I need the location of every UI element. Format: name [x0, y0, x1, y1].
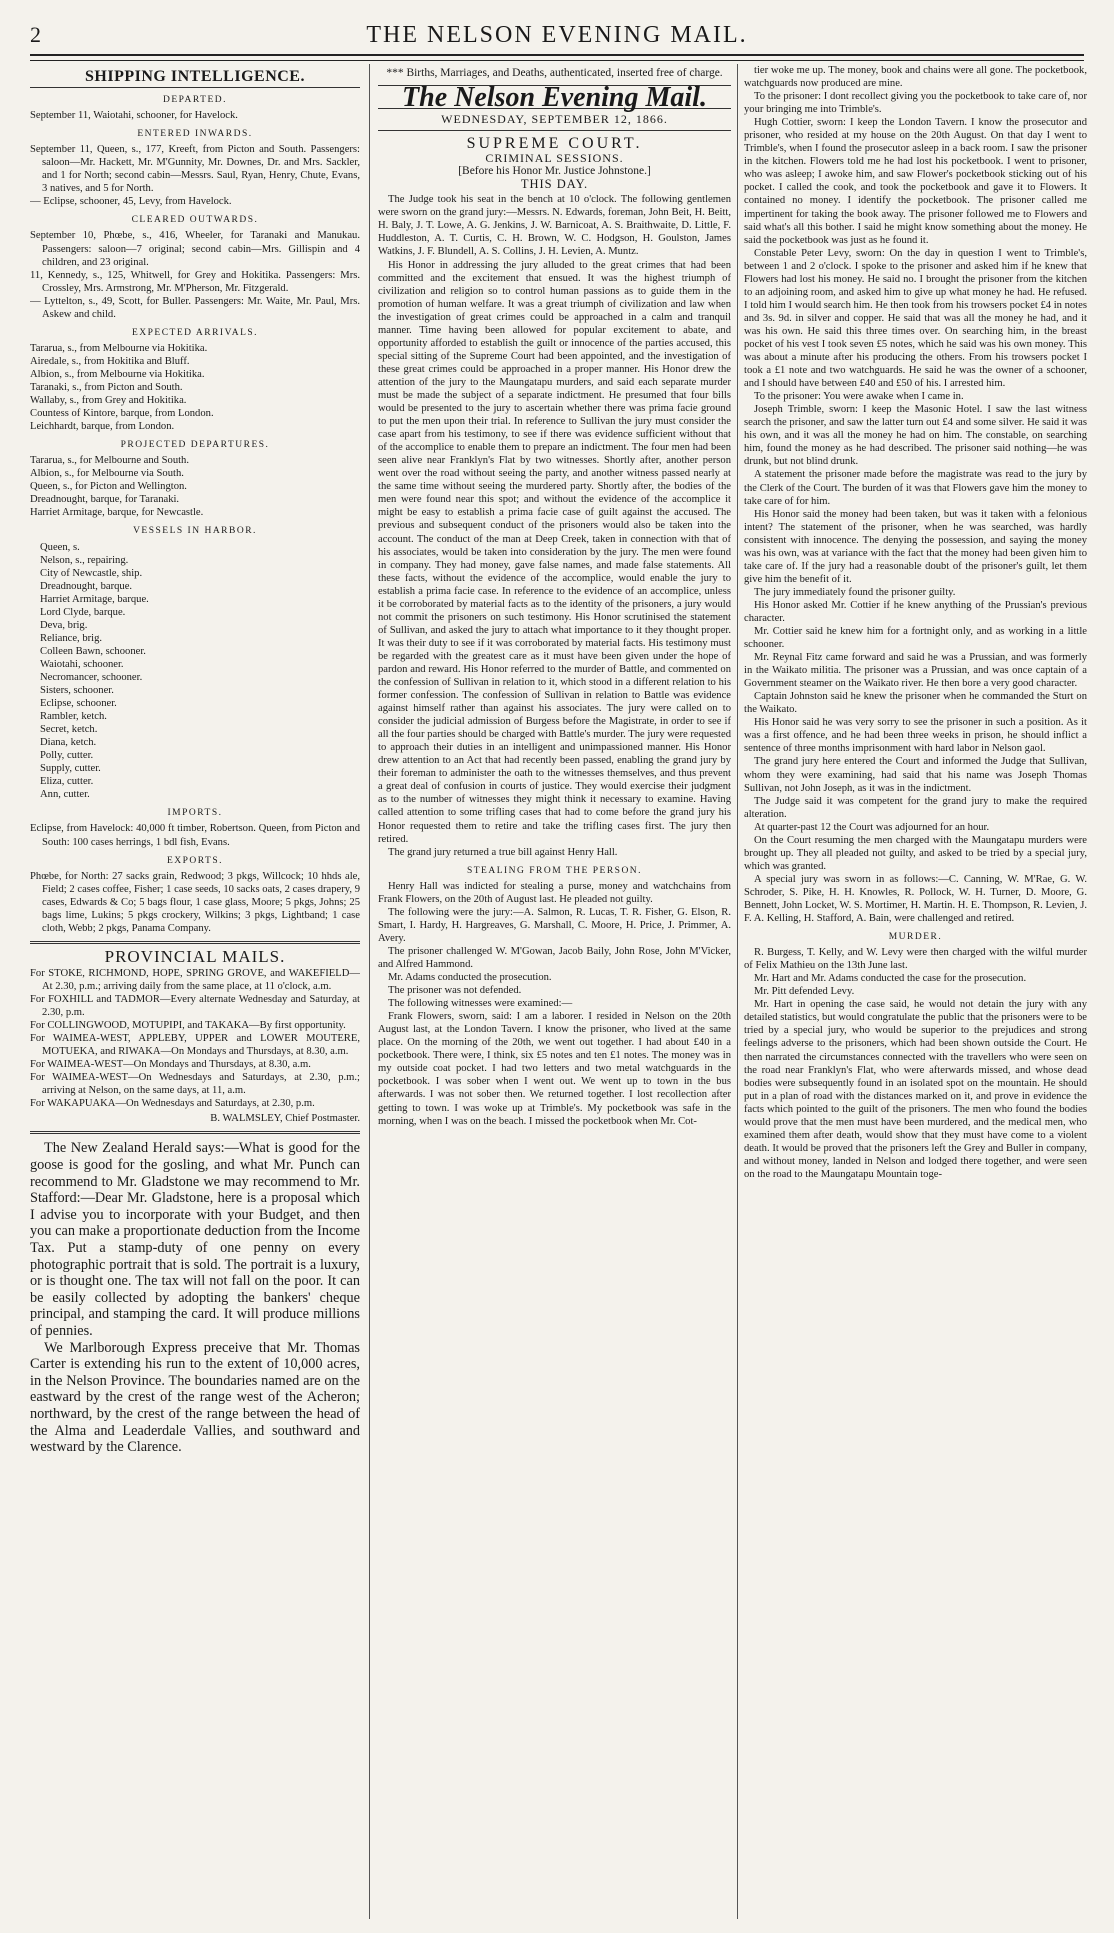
column-divider	[369, 64, 370, 1919]
list-item: Tararua, s., for Melbourne and South.	[30, 455, 190, 467]
paragraph: tier woke me up. The money, book and chains were all gone. The pocketbook, watchguards now produced are mine.	[744, 65, 1087, 90]
list-item: Wallaby, s., from Grey and Hokitika.	[30, 395, 187, 407]
paragraph: Henry Hall was indicted for stealing a purse, money and watchchains from Frank Flowers, on the 20th of August last. He pleaded not guilty.	[378, 880, 731, 905]
page-number: 2	[30, 22, 41, 47]
list-item: For WAIMEA-WEST, APPLEBY, UPPER and LOWER MOUTERE, MOTUEKA, and RIWAKA—On Mondays and Thursdays, at 8.30, a.m.	[30, 1033, 360, 1058]
paragraph: The Judge took his seat in the bench at 10 o'clock. The following gentlemen were sworn on the grand jury:—Messrs. N. Edwards, foreman, John Beit, H. Beitt, H. Baly, J. T. Lowe, A. G. Jenkins, J. W. Barnicoat, A. S. Braithwaite, D. Little, F. Huddleston, A. T. Curtis, C. H. Brown, W. C. Hodgson, H. Goulston, James Watkins, J. F. Blundell, A. S. Collins, J. H. Levien, A. Muntz.	[378, 194, 731, 258]
list-item: Taranaki, s., from Picton and South.	[30, 381, 183, 393]
departed-entry: September 11, Waiotahi, schooner, for Havelock.	[30, 110, 238, 122]
entered-entry: — Eclipse, schooner, 45, Levy, from Havelock.	[30, 196, 232, 208]
exports-heading: EXPORTS.	[166, 855, 224, 866]
mails-heading: PROVINCIAL MAILS.	[104, 946, 286, 966]
list-item: For COLLINGWOOD, MOTUPIPI, and TAKAKA—By first opportunity.	[30, 1020, 346, 1032]
list-item: Rambler, ketch.	[40, 711, 107, 723]
paragraph: The jury immediately found the prisoner guilty.	[754, 586, 956, 598]
imports-heading: IMPORTS.	[167, 808, 223, 819]
column-divider	[737, 64, 738, 1919]
stealing-heading: STEALING FROM THE PERSON.	[466, 865, 643, 876]
paper-nameplate: The Nelson Evening Mail.	[402, 82, 707, 113]
list-item: For WAKAPUAKA—On Wednesdays and Saturdays, at 2.30, p.m.	[30, 1098, 315, 1110]
list-item: For STOKE, RICHMOND, HOPE, SPRING GROVE, and WAKEFIELD—At 2.30, p.m.; arriving daily from the same place, at 11 o'clock, a.m.	[30, 967, 360, 992]
list-item: For WAIMEA-WEST—On Mondays and Thursdays, at 8.30, a.m.	[30, 1059, 311, 1071]
sessions-heading: CRIMINAL SESSIONS.	[485, 151, 624, 166]
paragraph: Constable Peter Levy, sworn: On the day in question I went to Trimble's, between 1 and 2 o'clock. I spoke to the prisoner and asked him if he knew that Flowers had lost his money. He said no. I brought the prisoner from the kitchen to an adjoining room, and asked him to give up what money he had. He refused. I told him I would search him. He then took from his trowsers pocket £4 in notes and 3s. 9d. in silver and copper. He said that was all the money he had, and it was his own. He said this three times over. On searching him, in the breast pocket of his vest I took seven £5 notes, which he said was his own money. This was about a minute after his producing the others. From his trowsers pocket I took a £1 note and two watchguards. He said he was the owner of a schooner, and I should have between £40 and £50 of his. I arrested him.	[744, 247, 1087, 390]
list-item: Colleen Bawn, schooner.	[40, 645, 146, 657]
list-item: Supply, cutter.	[40, 763, 101, 775]
paragraph: Mr. Reynal Fitz came forward and said he was a Prussian, and was formerly in the Waikato militia. The prisoner was a Prussian, and was once captain of a Government steamer on the Waikato river. He then bore a very good character.	[744, 652, 1087, 690]
paragraph: At quarter-past 12 the Court was adjourned for an hour.	[754, 821, 990, 833]
cleared-heading: CLEARED OUTWARDS.	[131, 215, 259, 226]
section-divider	[30, 941, 360, 944]
list-item: Tararua, s., from Melbourne via Hokitika.	[30, 342, 208, 354]
paragraph: The prisoner was not defended.	[388, 985, 522, 997]
paragraph: Mr. Hart and Mr. Adams conducted the case for the prosecution.	[754, 973, 1027, 985]
list-item: Ann, cutter.	[40, 789, 90, 801]
list-item: For WAIMEA-WEST—On Wednesdays and Saturdays, at 2.30, p.m.; arriving at Nelson, on the same days, at 11, a.m.	[30, 1072, 360, 1097]
list-item: Diana, ketch.	[40, 737, 97, 749]
list-item: Dreadnought, barque.	[40, 580, 133, 592]
paragraph: The following were the jury:—A. Salmon, R. Lucas, T. R. Fisher, G. Elson, R. Smart, I. Hardy, H. Hargreaves, G. Marshall, C. Moore, H. Price, J. Primmer, A. Avery.	[378, 906, 731, 944]
court-heading: SUPREME COURT.	[466, 135, 643, 153]
list-item: Dreadnought, barque, for Taranaki.	[30, 494, 180, 506]
section-divider	[30, 1131, 360, 1134]
entered-entry: September 11, Queen, s., 177, Kreeft, from Picton and South. Passengers: saloon—Mr. Hackett, Mr. M'Gunnity, Mr. Downes, Dr. and Mrs. Sackler, and 1 for North; second cabin—Messrs. Saul, Ryan, Henry, Chute, Evans, 3 natives, and 5 for North.	[30, 144, 360, 195]
column-2	[378, 64, 731, 1919]
projected-list	[30, 454, 360, 519]
paragraph: R. Burgess, T. Kelly, and W. Levy were then charged with the wilful murder of Felix Mathieu on the 13th June last.	[744, 947, 1087, 972]
list-item: Nelson, s., repairing.	[40, 554, 129, 566]
expected-list	[30, 342, 360, 433]
paragraph: To the prisoner: You were awake when I came in.	[754, 391, 964, 403]
list-item: City of Newcastle, ship.	[40, 567, 143, 579]
paragraph: Mr. Adams conducted the prosecution.	[388, 972, 552, 984]
list-item: Albion, s., for Melbourne via South.	[30, 468, 184, 480]
list-item: Necromancer, schooner.	[40, 671, 143, 683]
cleared-entry: — Lyttelton, s., 49, Scott, for Buller. Passengers: Mr. Waite, Mr. Paul, Mrs. Askew and child.	[30, 295, 360, 320]
paragraph: Mr. Hart in opening the case said, he would not detain the jury with any detailed statistics, but would congratulate the public that the prisoners were to be tried by a special jury, who would be superior to the prejudices and strong feelings adverse to the prisoners, which had been shown outside the Court. He then narrated the circumstances connected with the travellers who were seen on the road near Franklyn's Flat, who were afterwards missed, and whose dead bodies were subsequently found in an isolated spot on the mountain. He should put in a plan of road with the distances marked on it, and prove in evidence the facts which pointed to the guilt of the prisoners. The men who found the bodies would prove that the men must have been murdered, and the medical men, who examined them after death, would show that they must have come to a violent death. It would be proved that the prisoners left the Grey and Buller in company, and without money, landed in Nelson and lodged there together, and were seen on the road to the Maungatapu Mountain toge-	[744, 999, 1087, 1180]
paragraph: We Marlborough Express preceive that Mr. Thomas Carter is extending his run to the extent of 10,000 acres, in the Nelson Province. The boundaries named are on the eastward by the crest of the range west of the Acheron; northward, by the crest of the range between the head of the Alma and Leaderdale Vallies, and southward and westward by the Clarence.	[30, 1339, 360, 1456]
list-item: Sisters, schooner.	[40, 685, 114, 697]
vessels-heading: VESSELS IN HARBOR.	[133, 526, 257, 537]
exports-text: Phœbe, for North: 27 sacks grain, Redwood; 3 pkgs, Willcock; 10 hhds ale, Field; 2 cases coffee, Fisher; 1 case seeds, 10 sacks oats, 2 cases drapery, 9 cases, Edwards & Co; 5 bags flour, 1 case glass, Moore; 5 pkgs, Johns; 25 bags lime, Lukins; 5 pkgs crockery, Wilkins; 3 pkgs, Lightband; 1 case cloth, Webb; 2 pkgs, Panama Company.	[30, 870, 360, 934]
list-item: Harriet Armitage, barque.	[40, 593, 149, 605]
testimony-paragraphs	[744, 64, 1087, 925]
list-item: Harriet Armitage, barque, for Newcastle.	[30, 507, 204, 519]
cleared-entry: 11, Kennedy, s., 125, Whitwell, for Grey and Hokitika. Passengers: Mrs. Crossley, Mrs. Armstrong, Mr. M'Pherson, Mr. Fitzgerald.	[30, 269, 360, 294]
paragraph: A special jury was sworn in as follows:—C. Canning, W. M'Rae, G. W. Schroder, S. Pike, H. H. Knowles, R. Pollock, W. H. Turner, D. Moore, G. Bennett, John Locket, W. S. Mortimer, H. Martin. H. E. Thompson, R. Levien, J. F. A. Kelling, H. Stafford, A. Bain, were challenged and retired.	[744, 873, 1087, 925]
this-day-heading: THIS DAY.	[520, 177, 589, 192]
murder-paragraphs	[744, 946, 1087, 1181]
paragraph: The prisoner challenged W. M'Gowan, Jacob Baily, John Rose, John M'Vicker, and Alfred Hammond.	[378, 945, 731, 970]
list-item: Countess of Kintore, barque, from London.	[30, 408, 214, 420]
paragraph: His Honor asked Mr. Cottier if he knew anything of the Prussian's previous character.	[744, 599, 1087, 624]
list-item: Queen, s.	[40, 541, 80, 553]
issue-date: WEDNESDAY, SEPTEMBER 12, 1866.	[378, 108, 731, 131]
paragraph: Hugh Cottier, sworn: I keep the London Tavern. I know the prosecutor and prisoner, who resided at my house on the 20th August. On that day I went to Trimble's, when I found the prosecutor asleep in a back room. I saw the prisoner in the kitchen. Flowers told me he had lost his pocketbook. I went to prisoner, who was asleep; I awoke him, and saw Flower's pocketbook sticking out of his pocket. I called the cook, and took the pocketbook and gave it to Flowers. It contained no money. I identify the pocketbook. The prisoner called me impertinent for taking the book away. The prisoner followed me to Flowers and said what's all this bother. I said he might know something about the money. He said the pocketbook was just as he found it.	[744, 117, 1087, 246]
list-item: Reliance, brig.	[40, 632, 103, 644]
paragraph: The New Zealand Herald says:—What is good for the goose is good for the gosling, and what Mr. Punch can recommend to Mr. Gladstone we may recommend to Mr. Stafford:—Dear Mr. Gladstone, here is a proposal which I advise you to incorporate with your Budget, and then you can make a proportionate deduction from the Income Tax. Put a stamp-duty of one penny on every photographic portrait that is sold. The portrait is a luxury, or is thought one. The tax will not fall on the poor. It can be easily collected by adopting the bankers' cheque principal, and stamping the card. It will produce millions of pennies.	[30, 1140, 360, 1339]
column-3	[744, 64, 1087, 1919]
masthead	[30, 18, 1084, 50]
departed-heading: DEPARTED.	[162, 95, 228, 106]
paragraph: The grand jury here entered the Court and informed the Judge that Sullivan, whom they were examining, had said that his name was Joseph Thomas Sullivan, not John Joseph, as it was in the indictment.	[744, 756, 1087, 794]
paragraph: The Judge said it was competent for the grand jury to make the required alteration.	[744, 795, 1087, 820]
paragraph: Frank Flowers, sworn, said: I am a laborer. I resided in Nelson on the 20th August last, at the London Tavern. I know the prisoner, who lived at the same place. On the morning of the 20th, we went out together. I had about £40 in a pocketbook. There were, I think, six £5 notes and ten £1 notes. The money was in my outside coat pocket. I had two letters and two metal watchguards in the pocketbook. I was sober when I went out. We went up to town in the bus afterwards. I was not sober then. We returned together. I lost recollection after getting to town. I was woke up at Trimble's. My pocketbook was safe in the morning, when I was on the beach. I missed the pocketbook when Mr. Cot-	[378, 1011, 731, 1127]
shipping-heading: SHIPPING INTELLIGENCE.	[30, 70, 360, 88]
mails-list	[30, 967, 360, 1111]
murder-heading: MURDER.	[888, 932, 943, 943]
masthead-rule	[30, 54, 1084, 61]
list-item: Queen, s., for Picton and Wellington.	[30, 481, 187, 493]
paragraph: Captain Johnston said he knew the prisoner when he commanded the Sturt on the Waikato.	[744, 691, 1087, 716]
newspaper-title: THE NELSON EVENING MAIL.	[366, 22, 748, 48]
list-item: Secret, ketch.	[40, 724, 98, 736]
paragraph: Mr. Pitt defended Levy.	[754, 986, 855, 998]
paragraph: Joseph Trimble, sworn: I keep the Masonic Hotel. I saw the last witness search the prisoner, and saw the latter turn out £4 and some silver. He said it was his own, and it was all the money he had on him. The constable, on searching him, found the money as he had described. The prisoner said nothing—he was drunk, but not blind drunk.	[744, 404, 1087, 468]
paragraph: His Honor said the money had been taken, but was it taken with a felonious intent? The statement of the prisoner, when he was searched, was hardly consistent with innocence. The denying the possession, and saying the money was his own, was at variance with the fact that the money had been given him to take care of. If the jury had a reasonable doubt of the prisoner's guilt, let them give him the benefit of it.	[744, 508, 1087, 585]
projected-heading: PROJECTED DEPARTURES.	[120, 440, 270, 451]
vessels-list	[30, 541, 360, 802]
court-paragraphs	[378, 193, 731, 858]
expected-heading: EXPECTED ARRIVALS.	[131, 327, 259, 338]
list-item: Albion, s., from Melbourne via Hokitika.	[30, 368, 205, 380]
before-judge: [Before his Honor Mr. Justice Johnstone.]	[458, 165, 651, 178]
paragraph: His Honor said he was very sorry to see the prisoner in such a position. As it was a first offence, and he had been three weeks in prison, he should inflict a sentence of three months imprisonment with hard labor in Nelson gaol.	[744, 717, 1087, 755]
paragraph: A statement the prisoner made before the magistrate was read to the jury by the Clerk of the Court. The burden of it was that Flowers gave him the money to take care of for him.	[744, 469, 1087, 507]
list-item: Eliza, cutter.	[40, 776, 94, 788]
paragraph: On the Court resuming the men charged with the Maungatapu murders were brought up. They all pleaded not guilty, and asked to be tried by a special jury, which was granted.	[744, 834, 1087, 872]
paragraph: The following witnesses were examined:—	[388, 998, 573, 1010]
paragraph: Mr. Cottier said he knew him for a fortnight only, and as working in a little schooner.	[744, 626, 1087, 651]
list-item: Deva, brig.	[40, 619, 88, 631]
list-item: For FOXHILL and TADMOR—Every alternate Wednesday and Saturday, at 2.30, p.m.	[30, 994, 360, 1019]
list-item: Leichhardt, barque, from London.	[30, 421, 175, 433]
paragraph: To the prisoner: I dont recollect giving you the pocketbook to take care of, nor your bringing me into Trimble's.	[744, 91, 1087, 116]
list-item: Polly, cutter.	[40, 750, 94, 762]
paragraph: The grand jury returned a true bill against Henry Hall.	[388, 846, 618, 858]
imports-text: Eclipse, from Havelock: 40,000 ft timber, Robertson. Queen, from Picton and South: 100 cases herrings, 1 bdl fish, Evans.	[30, 823, 360, 848]
births-notice: *** Births, Marriages, and Deaths, authenticated, inserted free of charge.	[386, 67, 723, 79]
column-1	[30, 64, 360, 1919]
list-item: Lord Clyde, barque.	[40, 606, 126, 618]
postmaster-signature: B. WALMSLEY, Chief Postmaster.	[210, 1113, 360, 1125]
stealing-paragraphs	[378, 880, 731, 1128]
list-item: Eclipse, schooner.	[40, 698, 117, 710]
entered-heading: ENTERED INWARDS.	[137, 129, 253, 140]
list-item: Waiotahi, schooner.	[40, 658, 124, 670]
paragraphs-column-1	[30, 1140, 360, 1455]
paragraph: His Honor in addressing the jury alluded to the great crimes that had been committed and the excitement that ensued. It was the highest triumph of civilization and religion so to control human passions as to guide them in the promotion of human welfare. It was a great triumph of civilization and law when the investigation of great crimes could be approached in a calm and tranquil manner. Time having been allowed for popular excitement to abate, and opportunity afforded to establish the guilt or innocence of the parties accused, this special sitting of the Supreme Court had been appointed, and the investigation of these great crimes could be approached in a proper manner. His Honor drew the attention of the jury to the Maungatapu murders, and said each separate murder must be made the subject of a separate indictment. He presumed that four bills would be presented to the jury to ascertain whether there was prima facie ground to put the men upon their trial. In reference to Sullivan the jury must consider the case apart from his testimony, to see if there was evidence sufficient without that of the accomplice to enable them to prepare an indictment. The four men had been seen alive near Franklyn's Flat by two witnesses. Shortly after, another person went over the road without seeing the party, and another witness passed nearly at the same time without seeing the murdered party. Shortly after, the bodies of the men were found near this spot; and without the evidence of the accomplice it might be easy to establish a prima facie case of guilt against the accused. The previous and subsequent conduct of the prisoners would also be taken into the account. The conduct of the man at Deep Creek, taken in connection with that of his associates, would be taken into consideration by the jury. The men were found in company. They had money, gave false names, and made false statements. All these facts, without the evidence of the accomplice, would enable the jury to establish a prima facie case. In reference to the evidence of an accomplice, unless it be corroborated by material facts as to the identity of the prisoners, a jury would not commit the prisoners on such testimony. His Honor scrutinised the statement of Sullivan, and asked the jury to attach what importance to it they thought proper. It was their duty to see if it was corroborated by material facts. His testimony must be regarded with the greatest care as it must have been given under the hope of pardon and reward. His Honor referred to the murder of Battle, and commented on the confession of Sullivan in relation to it, which stood in a different relation to his former confession. The confession of Sullivan in relation to Battle was evidence against himself rather than against his associates. The jury were called on to consider the judicial admission of Burgess before the Magistrate, in order to see if all the four parties should be charged with Battle's murder. The jury were requested to approach their duties in an intelligent and unimpassioned manner. His Honor drew attention to an Act that had recently been passed, enabling the grand jury by their foreman to administer the oath to the witnesses themselves, and thus prevent a great deal of confusion in courts of justice. They would exercise their judgment as to the number of witnesses they might think it necessary to examine. Having called attention to some trifling cases that had to come before the grand jury his Honor requested them to retire and take the trifling cases first. The jury then retired.	[378, 259, 731, 845]
list-item: Airedale, s., from Hokitika and Bluff.	[30, 355, 190, 367]
cleared-entry: September 10, Phœbe, s., 416, Wheeler, for Taranaki and Manukau. Passengers: saloon—7 original; second cabin—Mrs. Gillispin and 4 children, and 23 original.	[30, 230, 360, 268]
